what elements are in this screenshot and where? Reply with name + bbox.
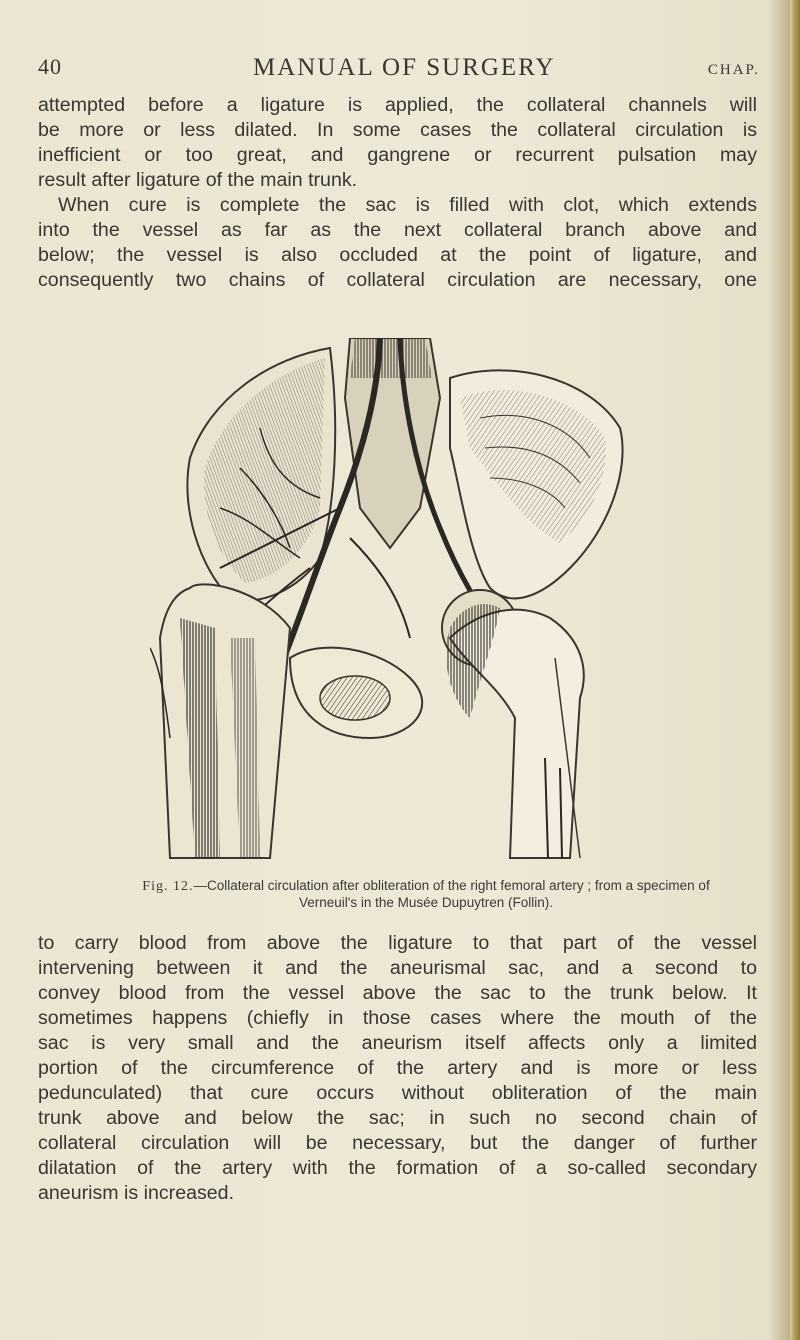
pelvis-illustration	[150, 338, 630, 874]
text-line: be more or less dilated. In some cases the collateral circulation is	[38, 119, 757, 141]
text-line: sac is very small and the aneurism itself affects only a limited	[38, 1032, 757, 1054]
paragraph-1	[38, 93, 757, 193]
running-title: MANUAL OF SURGERY	[253, 54, 556, 81]
paragraph-2	[38, 193, 757, 293]
text-line: portion of the circumference of the artery and is more or less	[38, 1057, 757, 1079]
text-line: to carry blood from above the ligature to that part of the vessel	[38, 932, 757, 954]
chapter-mark: CHAP.	[707, 62, 760, 78]
page-header	[38, 50, 760, 84]
text-line: attempted before a ligature is applied, the collateral channels will	[38, 94, 757, 116]
text-line: below; the vessel is also occluded at the point of ligature, and	[38, 244, 757, 266]
text-line: collateral circulation will be necessary, but the danger of further	[38, 1132, 757, 1154]
text-line: inefficient or too great, and gangrene or recurrent pulsation may	[38, 144, 757, 166]
page-edge	[790, 0, 800, 1340]
text-line: sometimes happens (chiefly in those cases where the mouth of the	[38, 1007, 757, 1029]
text-line: When cure is complete the sac is filled with clot, which extends	[58, 194, 757, 216]
text-line: result after ligature of the main trunk.	[38, 169, 358, 191]
text-line: into the vessel as far as the next collateral branch above and	[38, 219, 757, 241]
figure-label: Fig. 12.	[142, 879, 194, 894]
figure-caption	[86, 878, 766, 911]
caption-line-1: —Collateral circulation after obliteration of the right femoral artery ; from a specimen of	[193, 878, 710, 893]
text-line: consequently two chains of collateral circulation are necessary, one	[38, 269, 757, 291]
text-line: intervening between it and the aneurismal sac, and a second to	[38, 957, 757, 979]
paragraph-3	[38, 931, 757, 1206]
text-line: dilatation of the artery with the formation of a so-called secondary	[38, 1157, 757, 1179]
caption-line-2: Verneuil's in the Musée Dupuytren (Follin).	[299, 895, 553, 910]
page-number: 40	[38, 54, 62, 79]
text-line: convey blood from the vessel above the sac to the trunk below. It	[38, 982, 757, 1004]
text-line: pedunculated) that cure occurs without obliteration of the main	[38, 1082, 757, 1104]
text-line: aneurism is increased.	[38, 1182, 235, 1204]
text-line: trunk above and below the sac; in such no second chain of	[38, 1107, 757, 1129]
